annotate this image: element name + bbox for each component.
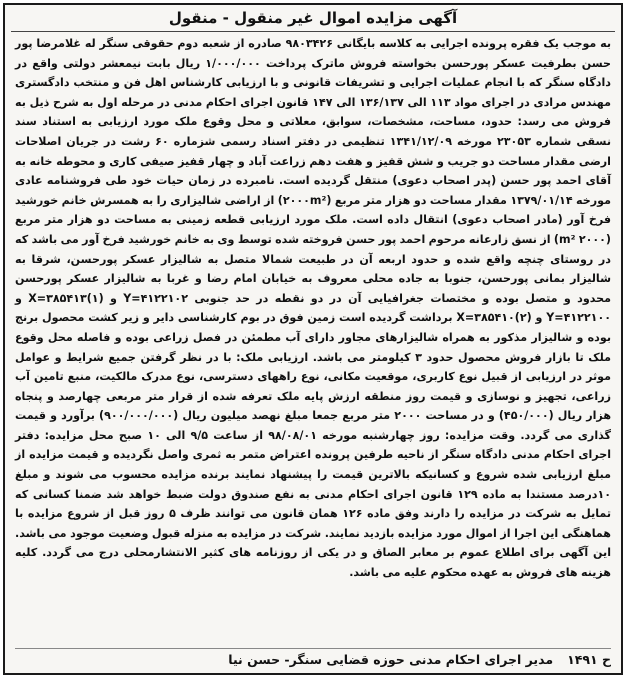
reference-number: ح ۱۴۹۱ — [567, 652, 611, 667]
notice-frame — [3, 3, 623, 675]
notice-footer — [15, 648, 611, 671]
notice-body: به موجب یک فقره پرونده اجرایی به کلاسه بایگانی ۹۸۰۳۴۲۶ صادره از شعبه دوم حقوقی سنگر له غلامرضا پور حسن بطرفیت عسکر پورحسن بخواسته فروش ماترک پرداخت ۱/۰۰۰/۰۰۰ ریال بابت نیمعشر دولتی واقع در دادگاه سنگر که با انجام عملیات اجرایی و تشریفات قانونی و با ارزیابی کارشناس اهل فن و منتخب دادگستری مهندس مرادی در اجرای مواد ۱۱۳ الی ۱۳۶/۱۳۷ الی ۱۴۷ قانون اجرای احکام مدنی در مرحله اول به شرح ذیل به فروش می رسد: حدود، مساحت، مشخصات، سوابق، معلاتی و محل وقوع ملک مورد ارزیابی به استناد سند نسقی شماره ۲۳۰۵۳ مورخه ۱۳۴۱/۱۲/۰۹ تنظیمی در دفتر اسناد رسمی شزماره ۶۰ رشت در جریان اصلاحات ارضی مقدار مساحت دو جریب و شش قفیز و هفت دهم زراعت آباد و چهار قفیز صیفی کاری و محوطه خانه به آقای احمد پور حسن (پدر اصحاب دعوی) منتقل گردیده است. نامبرده در زمان حیات خود طی فروشنامه عادی مورخه ۱۳۷۹/۰۱/۱۴ مقدار مساحت دو هزار متر مربع (۲۰۰۰m²) از اراضی شالیزاری را به همسرش خانم خورشید فرخ آور (مادر اصحاب دعوی) انتقال داده است. ملک مورد ارزیابی قطعه زمینی به مساحت دو هزار متر مربع (۲۰۰۰ m²) از نسق زارعانه مرحوم احمد پور حسن فروخته شده توسط وی به خانم خورشید فرخ آور می باشد که در روستای چنچه واقع شده و حدود اربعه آن در طبیعت شمالا متصل به شالیزار عسکر پورحسن، شرقا به شالیزار بمانی پورحسن، جنوبا به جاده محلی معروف به خیابان امام رضا و غربا به شالیزار عسکر پورحسن محدود و متصل بوده و مختصات جغرافیایی آن در دو نقطه در حد جنوبی Y=۴۱۲۲۱۰۲ و X=۳۸۵۴۱۳(۱) و Y=۴۱۲۲۱۰۰ و X=۳۸۵۴۱۰(۲) برداشت گردیده است زمین فوق در بوم کارشناسی دایر و زیر کشت محصول برنج بوده و شالیزار مذکور به همراه شالیزارهای مجاور دارای آب مطمئن در فصل زراعی بوده و فاصله محل وقوع ملک تا بازار فروش محصول حدود ۳ کیلومتر می باشد. ارزیابی ملک: با در نظر گرفتن جمیع شرایط و عوامل موثر در ارزیابی از قبیل نوع کاربری، موقعیت مکانی، نوع راههای دسترسی، نوع مدرک مالکیت، منبع تامین آب زراعی، تجهیز و نوسازی و قیمت روز منطقه ارزش پایه ملک تعرفه شده از قرار متر مربعی چهارصد و پنجاه هزار ریال (۴۵۰/۰۰۰) و در مساحت ۲۰۰۰ متر مربع جمعا مبلغ نهصد میلیون ریال (۹۰۰/۰۰۰/۰۰۰) برآورد و قیمت گذاری می گردد. وقت مزایده: روز چهارشنبه مورخه ۹۸/۰۸/۰۱ از ساعت ۹/۵ الی ۱۰ صبح محل مزایده: دفتر اجرای احکام مدنی دادگاه سنگر از ناحیه طرفین پرونده اعتراض متمر به ثمری واصل نگردیده و قیمت مزایده از مبلغ ارزیابی شده شروع و کسانیکه بالاترین قیمت را پیشنهاد نمایند برنده مزایده محسوب می شوند و مبلغ ۱۰درصد مستندا به ماده ۱۲۹ قانون اجرای احکام مدنی به نفع صندوق دولت ضبط خواهد شد ضمنا کسانی که تمایل به شرکت در مزایده را دارند وفق ماده ۱۲۶ همان قانون می توانند ظرف ۵ روز قبل از شروع مزایده با هماهنگی این اجرا از اموال مورد مزایده بازدید نمایند. شرکت در مزایده به منزله قبول وضعیت موجود می باشد. این آگهی برای اطلاع عموم بر معابر الصاق و در یکی از روزنامه های کثیر الانتشارمحلی درج می گردد. کلیه هزینه های فروش به عهده محکوم علیه می باشد. — [15, 37, 612, 580]
notice-title: آگهی مزایده اموال غیر منقول - منقول — [11, 5, 615, 32]
signature-line: مدیر اجرای احکام مدنی حوزه قضایی سنگر- حسن نیا — [228, 652, 554, 667]
